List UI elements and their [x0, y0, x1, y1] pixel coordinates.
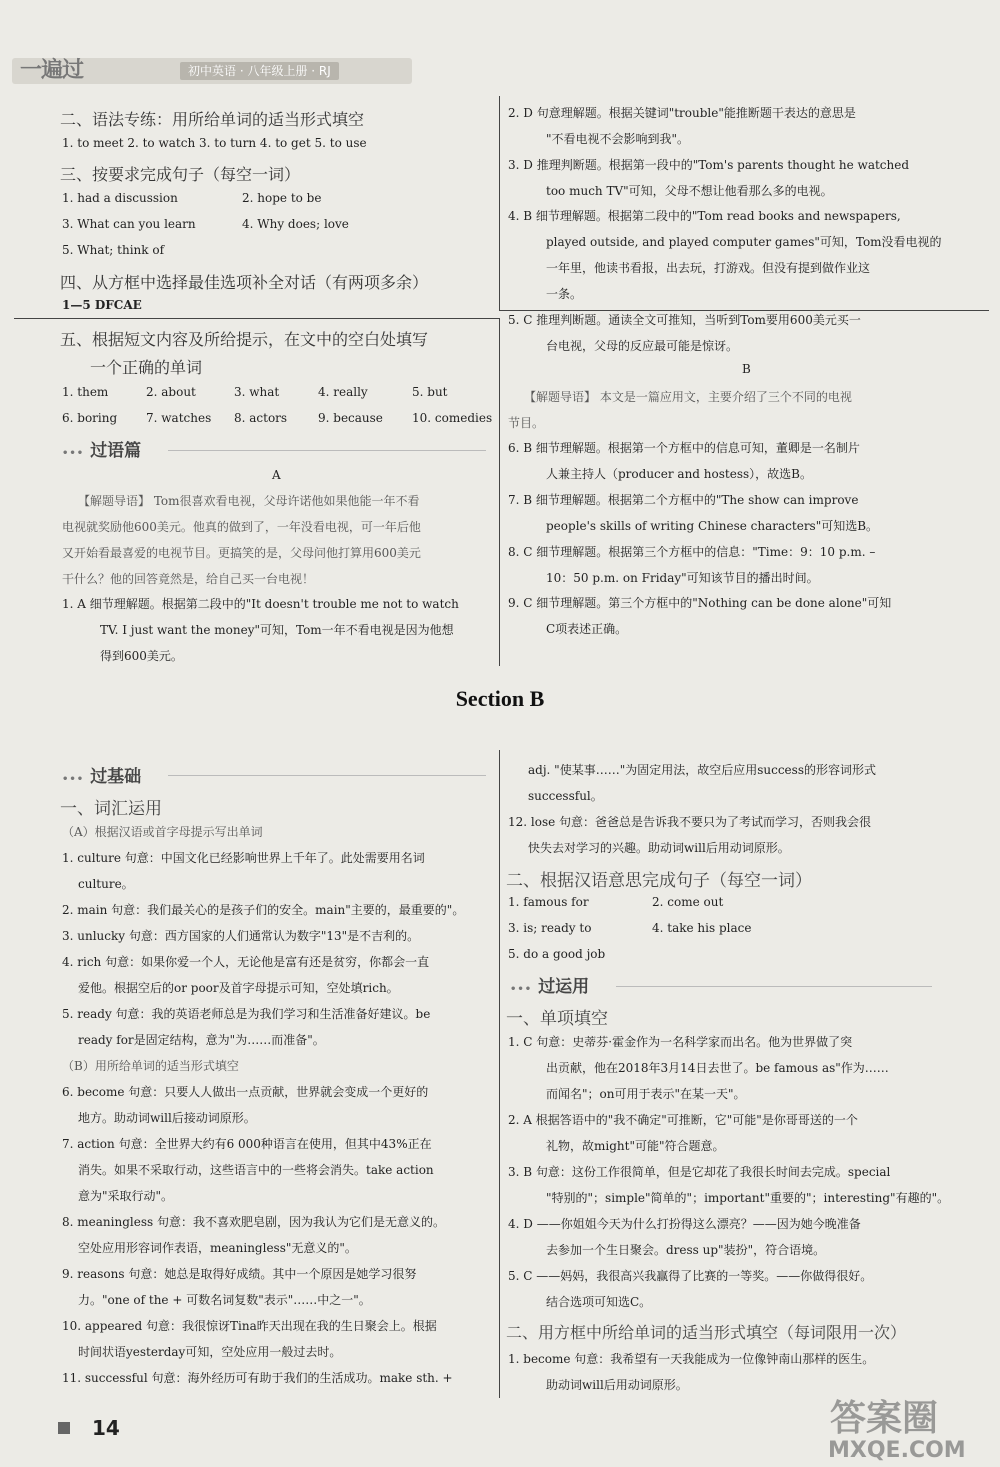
bottom-right-line-6: 出贡献，他在2018年3月14日去世了。be famous as"作为…… — [546, 1061, 889, 1075]
right-line-12: 人兼主持人（producer and hostess），故选B。 — [546, 467, 812, 481]
sentence-answer-5: 5. What; think of — [62, 243, 165, 257]
right-line-11: 6. B 细节理解题。根据第一个方框中的信息可知，董卿是一名制片 — [508, 441, 860, 455]
vocab-line-19: 时间状语yesterday可知，空处应用一般过去时。 — [78, 1345, 342, 1359]
column-divider-mid — [499, 318, 500, 666]
brand-bar — [12, 58, 412, 84]
right-line-17: 9. C 细节理解题。第三个方框中的"Nothing can be done alone"可知 — [508, 596, 892, 610]
page-number: 14 — [92, 1416, 120, 1440]
column-divider-bottom — [499, 750, 500, 1398]
vocab-line-3: 2. main 句意：我们最关心的是孩子们的安全。main"主要的，最重要的"。 — [62, 903, 465, 917]
bottom-right-line-2: successful。 — [528, 789, 603, 803]
vocab-line-5: 4. rich 句意：如果你爱一个人，无论他是富有还是贫穷，你都会一直 — [62, 955, 430, 969]
cloze-answer-9: 9. because — [318, 411, 383, 425]
bottom-right-line-9: 礼物，故might"可能"符合题意。 — [546, 1139, 725, 1153]
section-title: Section B — [455, 686, 545, 711]
answer-a1-line3: 得到600美元。 — [100, 649, 183, 663]
heading-translate: 二、根据汉语意思完成句子（每空一词） — [506, 871, 812, 891]
section-guoyunyong-label: 过运用 — [538, 977, 590, 997]
bottom-right-line-14: 5. C ——妈妈，我很高兴我赢得了比赛的一等奖。——你做得很好。 — [508, 1269, 873, 1283]
vocab-line-1: 1. culture 句意：中国文化已经影响世界上千年了。此处需要用名词 — [62, 851, 425, 865]
bottom-right-line-13: 去参加一个生日聚会。dress up"装扮"，符合语境。 — [546, 1243, 826, 1257]
guide-a-line3: 又开始看最喜爱的电视节目。更搞笑的是，父母问他打算用600美元 — [62, 546, 421, 560]
subheading-b: （B）用所给单词的适当形式填空 — [62, 1059, 239, 1073]
right-line-13: 7. B 细节理解题。根据第二个方框中的"The show can improve — [508, 493, 859, 507]
vocab-line-8: ready for是固定结构，意为"为……而准备"。 — [78, 1033, 325, 1047]
sentence-answer-2: 2. hope to be — [242, 191, 322, 205]
vocab-line-7: 5. ready 句意：我的英语老师总是为我们学习和生活准备好建议。be — [62, 1007, 431, 1021]
bottom-right-line-1: adj. "使某事……"为固定用法，故空后应用success的形容词形式 — [528, 763, 876, 777]
right-line-5: 4. B 细节理解题。根据第二段中的"Tom read books and newspapers, — [508, 209, 901, 223]
sentence-answer-4: 4. Why does; love — [242, 217, 349, 231]
vocab-line-14: 8. meaningless 句意：我不喜欢肥皂剧，因为我认为它们是无意义的。 — [62, 1215, 445, 1229]
section-dots-icon: ••• — [62, 448, 85, 459]
bottom-right-line-10: 3. B 句意：这份工作很简单，但是它却花了我很长时间去完成。special — [508, 1165, 891, 1179]
cloze-answer-4: 4. really — [318, 385, 368, 399]
bottom-right-line-7: 而闻名"；on可用于表示"在某一天"。 — [546, 1087, 746, 1101]
passage-label-a: A — [272, 468, 281, 482]
right-line-8: 一条。 — [546, 287, 583, 301]
bottom-right-line-8: 2. A 根据答语中的"我不确定"可推断，它"可能"是你哥哥送的一个 — [508, 1113, 858, 1127]
heading-word-box: 二、用方框中所给单词的适当形式填空（每词限用一次） — [506, 1323, 907, 1342]
guide-a-line2: 电视就奖励他600美元。他真的做到了，一年没看电视，可一年后他 — [62, 520, 421, 534]
answer-a1-line1: 1. A 细节理解题。根据第二段中的"It doesn't trouble me not to watch — [62, 597, 459, 611]
bottom-right-line-5: 1. C 句意：史蒂芬·霍金作为一名科学家而出名。他为世界做了突 — [508, 1035, 853, 1049]
section-guoyunyong — [510, 972, 589, 997]
bottom-right-line-15: 结合选项可知选C。 — [546, 1295, 652, 1309]
right-line-14: people's skills of writing Chinese characters"可知选B。 — [546, 519, 879, 533]
bottom-right-line-11: "特别的"；simple"简单的"；important"重要的"；interesting"有趣的"。 — [546, 1191, 950, 1205]
watermark-text: 答案圈 — [830, 1398, 939, 1439]
subheading-a: （A）根据汉语或首字母提示写出单词 — [62, 825, 263, 839]
guide-a-line4: 干什么？他的回答竟然是，给自己买一台电视！ — [62, 572, 315, 586]
vocab-line-10: 地方。助动词will后接动词原形。 — [78, 1111, 256, 1125]
cloze-answer-7: 7. watches — [146, 411, 212, 425]
vocab-line-12: 消失。如果不采取行动，这些语言中的一些将会消失。take action — [78, 1163, 434, 1177]
column-divider-top — [499, 96, 500, 310]
right-line-9: 5. C 推理判断题。通读全文可推知，当听到Tom要用600美元买一 — [508, 313, 861, 327]
brand-logo: 一遍过 — [20, 58, 84, 83]
vocab-line-2: culture。 — [78, 877, 134, 891]
heading-cloze-2: 一个正确的单词 — [90, 358, 203, 377]
cloze-answer-2: 2. about — [146, 385, 196, 399]
vocab-line-6: 爱他。根据空后的or poor及首字母提示可知，空处填rich。 — [78, 981, 399, 995]
section-rule — [168, 450, 486, 451]
heading-sentences: 三、按要求完成句子（每空一词） — [60, 165, 301, 184]
grammar-answers: 1. to meet 2. to watch 3. to turn 4. to get 5. to use — [62, 136, 367, 150]
guide-b-line1: 【解题导语】 本文是一篇应用文，主要介绍了三个不同的电视 — [524, 390, 852, 404]
watermark-stamp — [820, 1390, 990, 1462]
vocab-line-17: 力。"one of the + 可数名词复数"表示"……中之一"。 — [78, 1293, 371, 1307]
section-rule — [168, 775, 486, 776]
heading-grammar: 二、语法专练：用所给单词的适当形式填空 — [60, 110, 365, 129]
right-line-3: 3. D 推理判断题。根据第一段中的"Tom's parents thought he watched — [508, 158, 910, 172]
right-line-15: 8. C 细节理解题。根据第三个方框中的信息："Time：9：10 p.m. – — [508, 545, 876, 559]
heading-vocab: 一、词汇运用 — [60, 799, 162, 819]
answer-a1-line2: TV. I just want the money"可知，Tom一年不看电视是因为他想 — [100, 623, 454, 637]
section-dots-icon: ••• — [62, 774, 85, 785]
vocab-line-13: 意为"采取行动"。 — [78, 1189, 174, 1203]
sentence-answer-3: 3. What can you learn — [62, 217, 196, 231]
bottom-right-line-16: 1. become 句意：我希望有一天我能成为一位像钟南山那样的医生。 — [508, 1352, 875, 1366]
translate-answer-2: 2. come out — [652, 895, 724, 909]
cloze-answer-1: 1. them — [62, 385, 109, 399]
bottom-right-line-17: 助动词will后用动词原形。 — [546, 1378, 688, 1392]
right-line-4: too much TV"可知，父母不想让他看那么多的电视。 — [546, 184, 833, 198]
heading-cloze-1: 五、根据短文内容及所给提示，在文中的空白处填写 — [60, 330, 429, 349]
translate-answer-1: 1. famous for — [508, 895, 589, 909]
right-line-2: "不看电视不会影响到我"。 — [546, 132, 690, 146]
passage-label-b: B — [742, 362, 751, 376]
bottom-right-line-3: 12. lose 句意：爸爸总是告诉我不要只为了考试而学习，否则我会很 — [508, 815, 872, 829]
right-line-18: C项表述正确。 — [546, 622, 628, 636]
guide-b-line2: 节目。 — [508, 416, 545, 430]
page-header — [0, 0, 1000, 92]
bottom-right-line-4: 快失去对学习的兴趣。助动词will后用动词原形。 — [528, 841, 790, 855]
cloze-answer-6: 6. boring — [62, 411, 118, 425]
right-line-6: played outside, and played computer games"可知，Tom没看电视的 — [546, 235, 942, 249]
page-marker-square — [58, 1422, 70, 1434]
heading-dialogue: 四、从方框中选择最佳选项补全对话（有两项多余） — [60, 273, 429, 292]
right-line-1: 2. D 句意理解题。根据关键词"trouble"能推断题干表达的意思是 — [508, 106, 856, 120]
book-info: 初中英语 · 八年级上册 · RJ — [180, 62, 339, 80]
cloze-answer-3: 3. what — [234, 385, 280, 399]
vocab-line-15: 空处应用形容词作表语，meaningless"无意义的"。 — [78, 1241, 357, 1255]
vocab-line-18: 10. appeared 句意：我很惊讶Tina昨天出现在我的生日聚会上。根据 — [62, 1319, 437, 1333]
right-line-10: 台电视，父母的反应最可能是惊讶。 — [546, 339, 739, 353]
cloze-answer-8: 8. actors — [234, 411, 288, 425]
bottom-right-line-12: 4. D ——你姐姐今天为什么打扮得这么漂亮？——因为她今晚准备 — [508, 1217, 861, 1231]
vocab-line-11: 7. action 句意：全世界大约有6 000种语言在使用，但其中43%正在 — [62, 1137, 432, 1151]
guide-a-line1: 【解题导语】 Tom很喜欢看电视，父母许诺他如果他能一年不看 — [78, 494, 420, 508]
vocab-line-9: 6. become 句意：只要人人做出一点贡献，世界就会变成一个更好的 — [62, 1085, 429, 1099]
dialogue-answers: 1—5 DFCAE — [62, 298, 142, 312]
right-line-7: 一年里，他读书看报，出去玩，打游戏。但没有提到做作业这 — [546, 261, 871, 275]
section-dots-icon: ••• — [510, 984, 533, 995]
sentence-answer-1: 1. had a discussion — [62, 191, 178, 205]
heading-single-choice: 一、单项填空 — [506, 1009, 608, 1029]
cloze-answer-5: 5. but — [412, 385, 448, 399]
section-guoyu — [62, 436, 141, 461]
translate-answer-3: 3. is; ready to — [508, 921, 592, 935]
vocab-line-20: 11. successful 句意：海外经历可有助于我们的生活成功。make sth. + — [62, 1371, 453, 1385]
section-rule — [616, 986, 932, 987]
section-guojichu — [62, 762, 141, 787]
section-guojichu-label: 过基础 — [90, 767, 142, 787]
horizontal-divider-left — [14, 318, 500, 319]
vocab-line-4: 3. unlucky 句意：西方国家的人们通常认为数字"13"是不吉利的。 — [62, 929, 420, 943]
translate-answer-5: 5. do a good job — [508, 947, 606, 961]
translate-answer-4: 4. take his place — [652, 921, 752, 935]
cloze-answer-10: 10. comedies — [412, 411, 493, 425]
watermark-url: MXQE.COM — [828, 1438, 966, 1463]
section-guoyu-label: 过语篇 — [90, 441, 142, 461]
vocab-line-16: 9. reasons 句意：她总是取得好成绩。其中一个原因是她学习很努 — [62, 1267, 417, 1281]
right-line-16: 10：50 p.m. on Friday"可知该节目的播出时间。 — [546, 571, 819, 585]
